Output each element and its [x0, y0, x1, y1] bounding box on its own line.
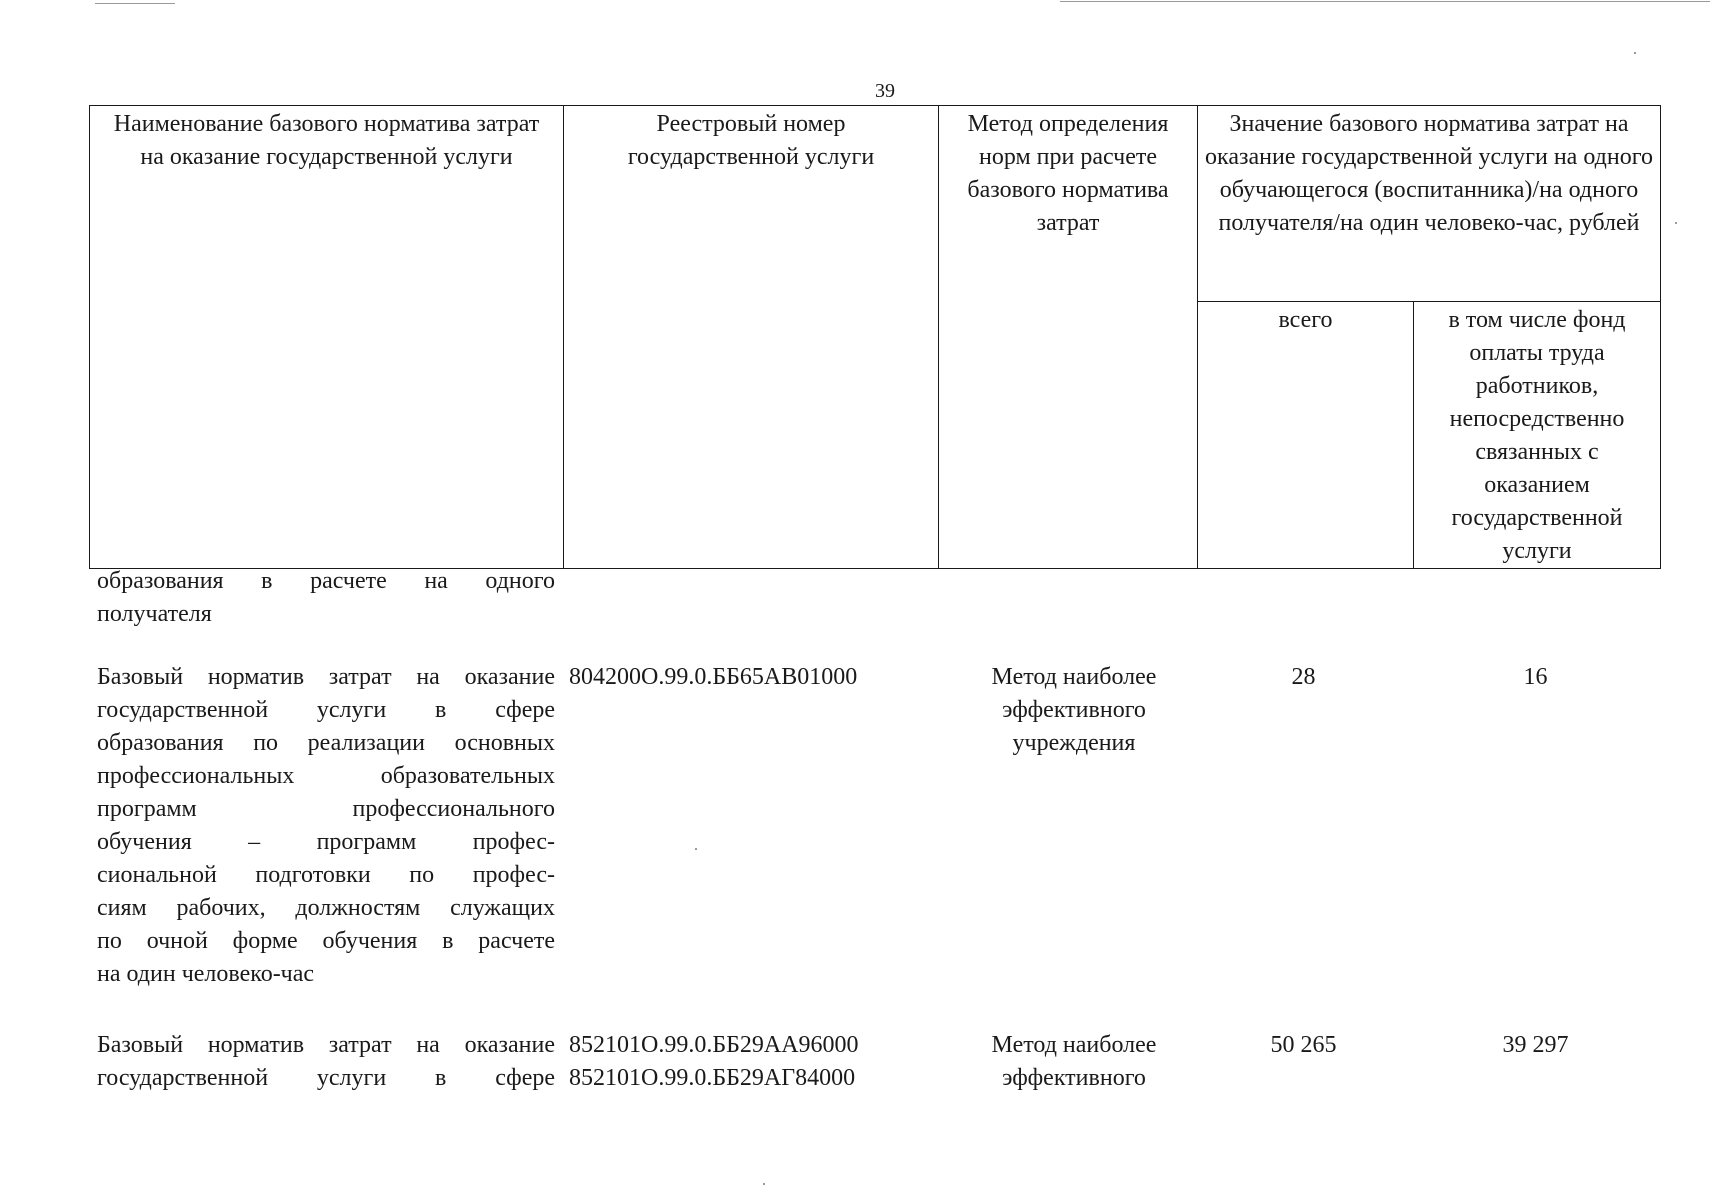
scan-artifact-dot [1675, 222, 1677, 224]
header-value: Значение базового норматива затрат на оказание государственной услуги на одного обучающегося (воспитанника)/на одного получателя/на один человеко-час, рублей [1198, 106, 1661, 302]
row-name: Базовый норматив затрат на оказание государственной услуги в сфере образования по реализации основных профессиональных образовательных программ профессионального обучения – программ профес- сиональной подготовки по профес- сиям рабочих, должностям служащих по очной форме обучения в расчете на один человеко-час [97, 664, 555, 987]
page-number: 39 [875, 80, 895, 102]
scan-artifact-dot [763, 1183, 765, 1185]
row-method: Метод наиболее эффективного учреждения [991, 664, 1157, 756]
header-registry-number: Реестровый номер государственной услуги [564, 106, 939, 569]
header-total: всего [1198, 302, 1414, 569]
row-total: 28 [1291, 664, 1316, 690]
row-wage-fund: 39 297 [1502, 1032, 1569, 1058]
row-name: образования в расчете на одного получателя [97, 568, 555, 627]
table-row [89, 661, 1660, 996]
row-registry-number: 852101О.99.0.ББ29АА96000 852101О.99.0.ББ29АГ84000 [569, 1032, 859, 1091]
row-wage-fund: 16 [1523, 664, 1548, 690]
header-wage-fund: в том числе фонд оплаты труда работников, непосредственно связанных с оказанием государственной услуги [1414, 302, 1661, 569]
table-row [89, 1029, 1660, 1099]
row-method: Метод наиболее эффективного [991, 1032, 1157, 1091]
row-total: 50 265 [1270, 1032, 1337, 1058]
row-name: Базовый норматив затрат на оказание государственной услуги в сфере [97, 1032, 555, 1091]
header-method: Метод определения норм при расчете базового норматива затрат [939, 106, 1198, 569]
scan-artifact-line [1060, 1, 1710, 2]
scan-artifact-line [95, 3, 175, 4]
header-name: Наименование базового норматива затрат на оказание государственной услуги [90, 106, 564, 569]
row-registry-number: 804200О.99.0.ББ65АВ01000 [569, 664, 858, 690]
table-header [89, 105, 1661, 569]
table-row-continuation [89, 565, 1660, 635]
scan-artifact-dot [1634, 52, 1636, 54]
